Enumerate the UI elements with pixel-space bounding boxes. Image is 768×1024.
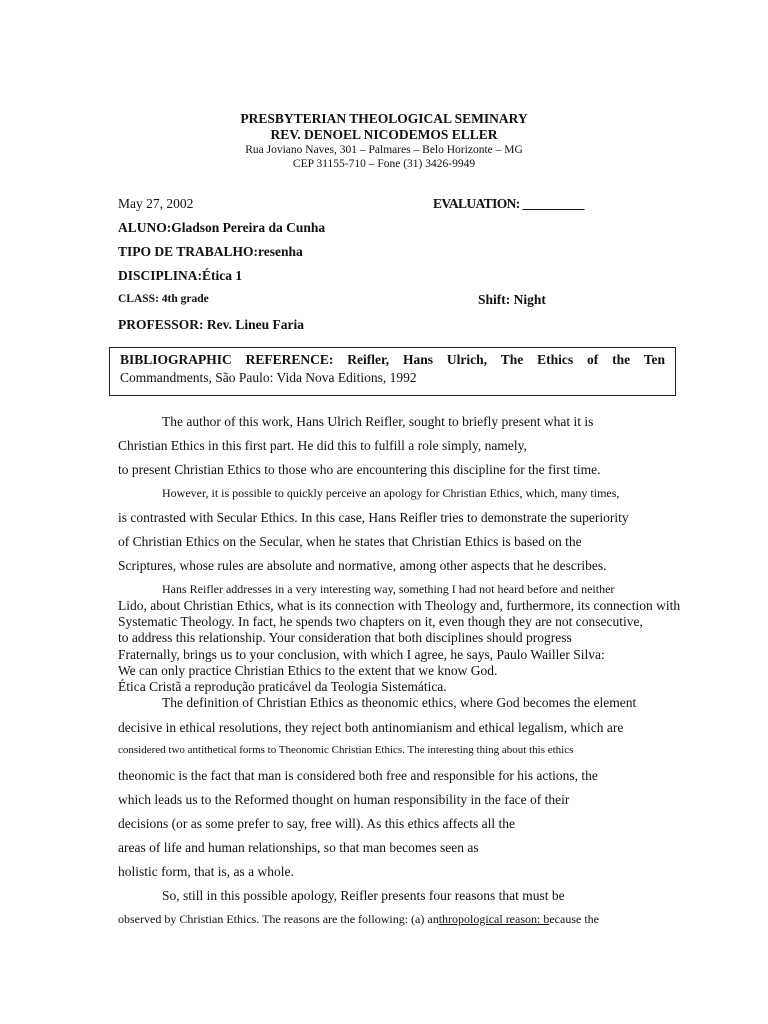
paragraph-3-line: Fraternally, brings us to your conclusion, with which I agree, he says, Paulo Wailler Silva:	[118, 647, 605, 662]
paragraph-4-line: areas of life and human relationships, so that man becomes seen as	[118, 840, 479, 855]
seminary-name: REV. DENOEL NICODEMOS ELLER	[270, 127, 498, 142]
paragraph-2-line: is contrasted with Secular Ethics. In this case, Hans Reifler tries to demonstrate the superiority	[118, 510, 629, 525]
evaluation-field: EVALUATION: __________	[433, 196, 584, 211]
paragraph-4-line: holistic form, that is, as a whole.	[118, 864, 294, 879]
paragraph-3-line: to address this relationship. Your consideration that both disciplines should progress	[118, 630, 572, 645]
discipline: DISCIPLINA:Ética 1	[118, 268, 243, 283]
paragraph-5-line	[118, 912, 599, 927]
institution-title: PRESBYTERIAN THEOLOGICAL SEMINARY	[240, 111, 528, 126]
class-grade: CLASS: 4th grade	[118, 293, 209, 305]
paragraph-3-line: Ética Cristã a reprodução praticável da Teologia Sistemática.	[118, 679, 447, 694]
paragraph-4-line: decisions (or as some prefer to say, free will). As this ethics affects all the	[118, 816, 516, 831]
underlined-phrase: thropological reason: b	[438, 912, 550, 926]
paragraph-4-line: decisive in ethical resolutions, they reject both antinomianism and ethical legalism, which are	[118, 720, 624, 735]
paragraph-4-line: considered two antithetical forms to Theonomic Christian Ethics. The interesting thing about this ethics	[118, 744, 574, 756]
paragraph-3-line: Hans Reifler addresses in a very interesting way, something I had not heard before and neither	[162, 582, 615, 596]
paragraph-3-line: Systematic Theology. In fact, he spends two chapters on it, even though they are not consecutive,	[118, 614, 643, 629]
paragraph-1-line: to present Christian Ethics to those who are encountering this discipline for the first time.	[118, 462, 601, 477]
paragraph-3-line: We can only practice Christian Ethics to the extent that we know God.	[118, 663, 498, 678]
paragraph-4-line: theonomic is the fact that man is considered both free and responsible for his actions, the	[118, 768, 598, 783]
paragraph-1-line: The author of this work, Hans Ulrich Reifler, sought to briefly present what it is	[162, 414, 594, 429]
date: May 27, 2002	[118, 196, 194, 211]
paragraph-2-line: However, it is possible to quickly perceive an apology for Christian Ethics, which, many times,	[162, 486, 620, 500]
paragraph-4-line: The definition of Christian Ethics as theonomic ethics, where God becomes the element	[162, 695, 637, 710]
professor: PROFESSOR: Rev. Lineu Faria	[118, 317, 305, 332]
paragraph-2-line: of Christian Ethics on the Secular, when he states that Christian Ethics is based on the	[118, 534, 582, 549]
paragraph-4-line: which leads us to the Reformed thought on human responsibility in the face of their	[118, 792, 570, 807]
paragraph-5-line: So, still in this possible apology, Reifler presents four reasons that must be	[162, 888, 565, 903]
paragraph-5-text: ecause the	[549, 912, 599, 926]
address-line: Rua Joviano Naves, 301 – Palmares – Belo Horizonte – MG	[245, 144, 523, 156]
bibliographic-reference-box	[109, 347, 676, 396]
contact-line: CEP 31155-710 – Fone (31) 3426-9949	[292, 158, 476, 170]
paragraph-2-line: Scriptures, whose rules are absolute and normative, among other aspects that he describes.	[118, 558, 607, 573]
reference-line-2: Commandments, São Paulo: Vida Nova Editions, 1992	[120, 370, 417, 385]
shift: Shift: Night	[478, 292, 546, 307]
paragraph-5-text: observed by Christian Ethics. The reasons are the following: (a) an	[118, 912, 439, 926]
paragraph-1-line: Christian Ethics in this first part. He did this to fulfill a role simply, namely,	[118, 438, 527, 453]
reference-line-1: BIBLIOGRAPHIC REFERENCE: Reifler, Hans Ulrich, The Ethics of the Ten	[120, 352, 665, 367]
student-name: ALUNO:Gladson Pereira da Cunha	[118, 220, 326, 235]
paragraph-3-line: Lido, about Christian Ethics, what is its connection with Theology and, furthermore, its connection with	[118, 598, 681, 613]
work-type: TIPO DE TRABALHO:resenha	[118, 244, 303, 259]
